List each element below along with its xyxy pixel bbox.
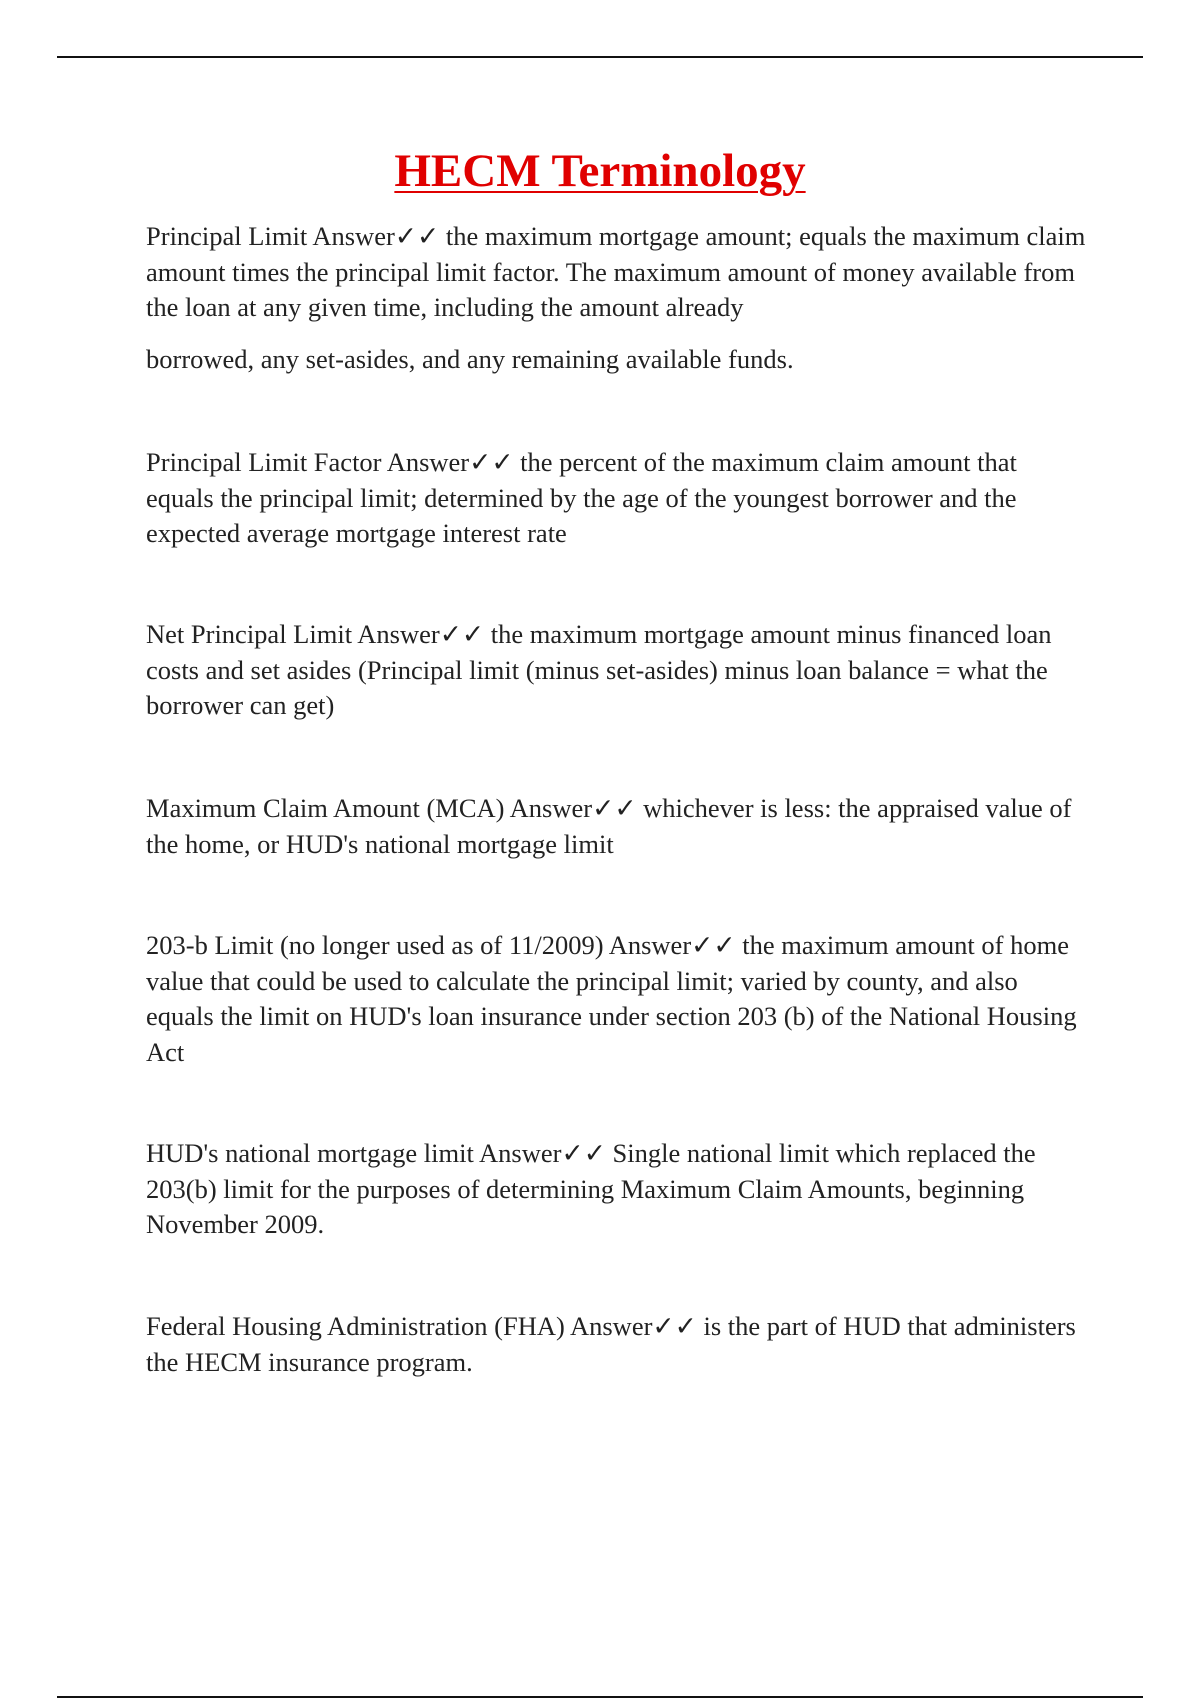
page-title: HECM Terminology (394, 145, 806, 197)
answer-label: Answer (608, 930, 692, 960)
answer-label: Answer (569, 1311, 653, 1341)
answer-label: Answer (479, 1138, 562, 1168)
check-marks-icon: ✓✓ (561, 1138, 606, 1168)
answer-label: Answer (312, 221, 395, 251)
term-entry (146, 928, 1086, 1070)
term-entry (146, 1136, 1086, 1243)
answer-label: Answer (357, 619, 440, 649)
term-name: Principal Limit Factor (146, 447, 382, 477)
term-name: Maximum Claim Amount (MCA) (146, 793, 505, 823)
term-entry (146, 791, 1086, 862)
term-definition: the maximum mortgage amount minus financed loan costs and set asides (Principal limit (minus set-asides) minus loan balance = what the borrower can get) (146, 619, 1052, 720)
check-marks-icon: ✓✓ (691, 930, 736, 960)
term-name: HUD's national mortgage limit (146, 1138, 474, 1168)
term-definition: the maximum mortgage amount; equals the maximum claim amount times the principal limit factor. The maximum amount of money available from the loan at any given time, including the amount already (146, 221, 1086, 322)
term-definition: the percent of the maximum claim amount that equals the principal limit; determined by the age of the youngest borrower and the expected average mortgage interest rate (146, 447, 1017, 548)
term-definition: the maximum amount of home value that could be used to calculate the principal limit; varied by county, and also equals the limit on HUD's loan insurance under section 203 (b) of the National Housing Act (146, 930, 1077, 1067)
term-entry (146, 445, 1086, 552)
term-name: Principal Limit (146, 221, 308, 251)
check-marks-icon: ✓✓ (652, 1311, 697, 1341)
check-marks-icon: ✓✓ (439, 619, 485, 649)
term-name: Federal Housing Administration (FHA) (146, 1311, 565, 1341)
term-definition: Single national limit which replaced the 203(b) limit for the purposes of determining Maximum Claim Amounts, beginning November 2009. (146, 1138, 1036, 1239)
term-definition: whichever is less: the appraised value of the home, or HUD's national mortgage limit (146, 793, 1072, 859)
check-marks-icon: ✓✓ (592, 793, 637, 823)
term-name: Net Principal Limit (146, 619, 353, 649)
check-marks-icon: ✓✓ (469, 447, 514, 477)
term-definition-continuation: borrowed, any set-asides, and any remaining available funds. (146, 343, 794, 374)
term-entry (146, 617, 1086, 724)
term-entry (146, 1309, 1086, 1380)
check-marks-icon: ✓✓ (394, 221, 440, 251)
term-definition: is the part of HUD that administers the HECM insurance program. (146, 1311, 1076, 1377)
term-entry (146, 219, 1086, 377)
answer-label: Answer (509, 793, 593, 823)
bottom-rule (57, 1696, 1143, 1698)
top-rule (57, 56, 1143, 58)
answer-label: Answer (386, 447, 470, 477)
term-name: 203-b Limit (no longer used as of 11/2009) (146, 930, 604, 960)
